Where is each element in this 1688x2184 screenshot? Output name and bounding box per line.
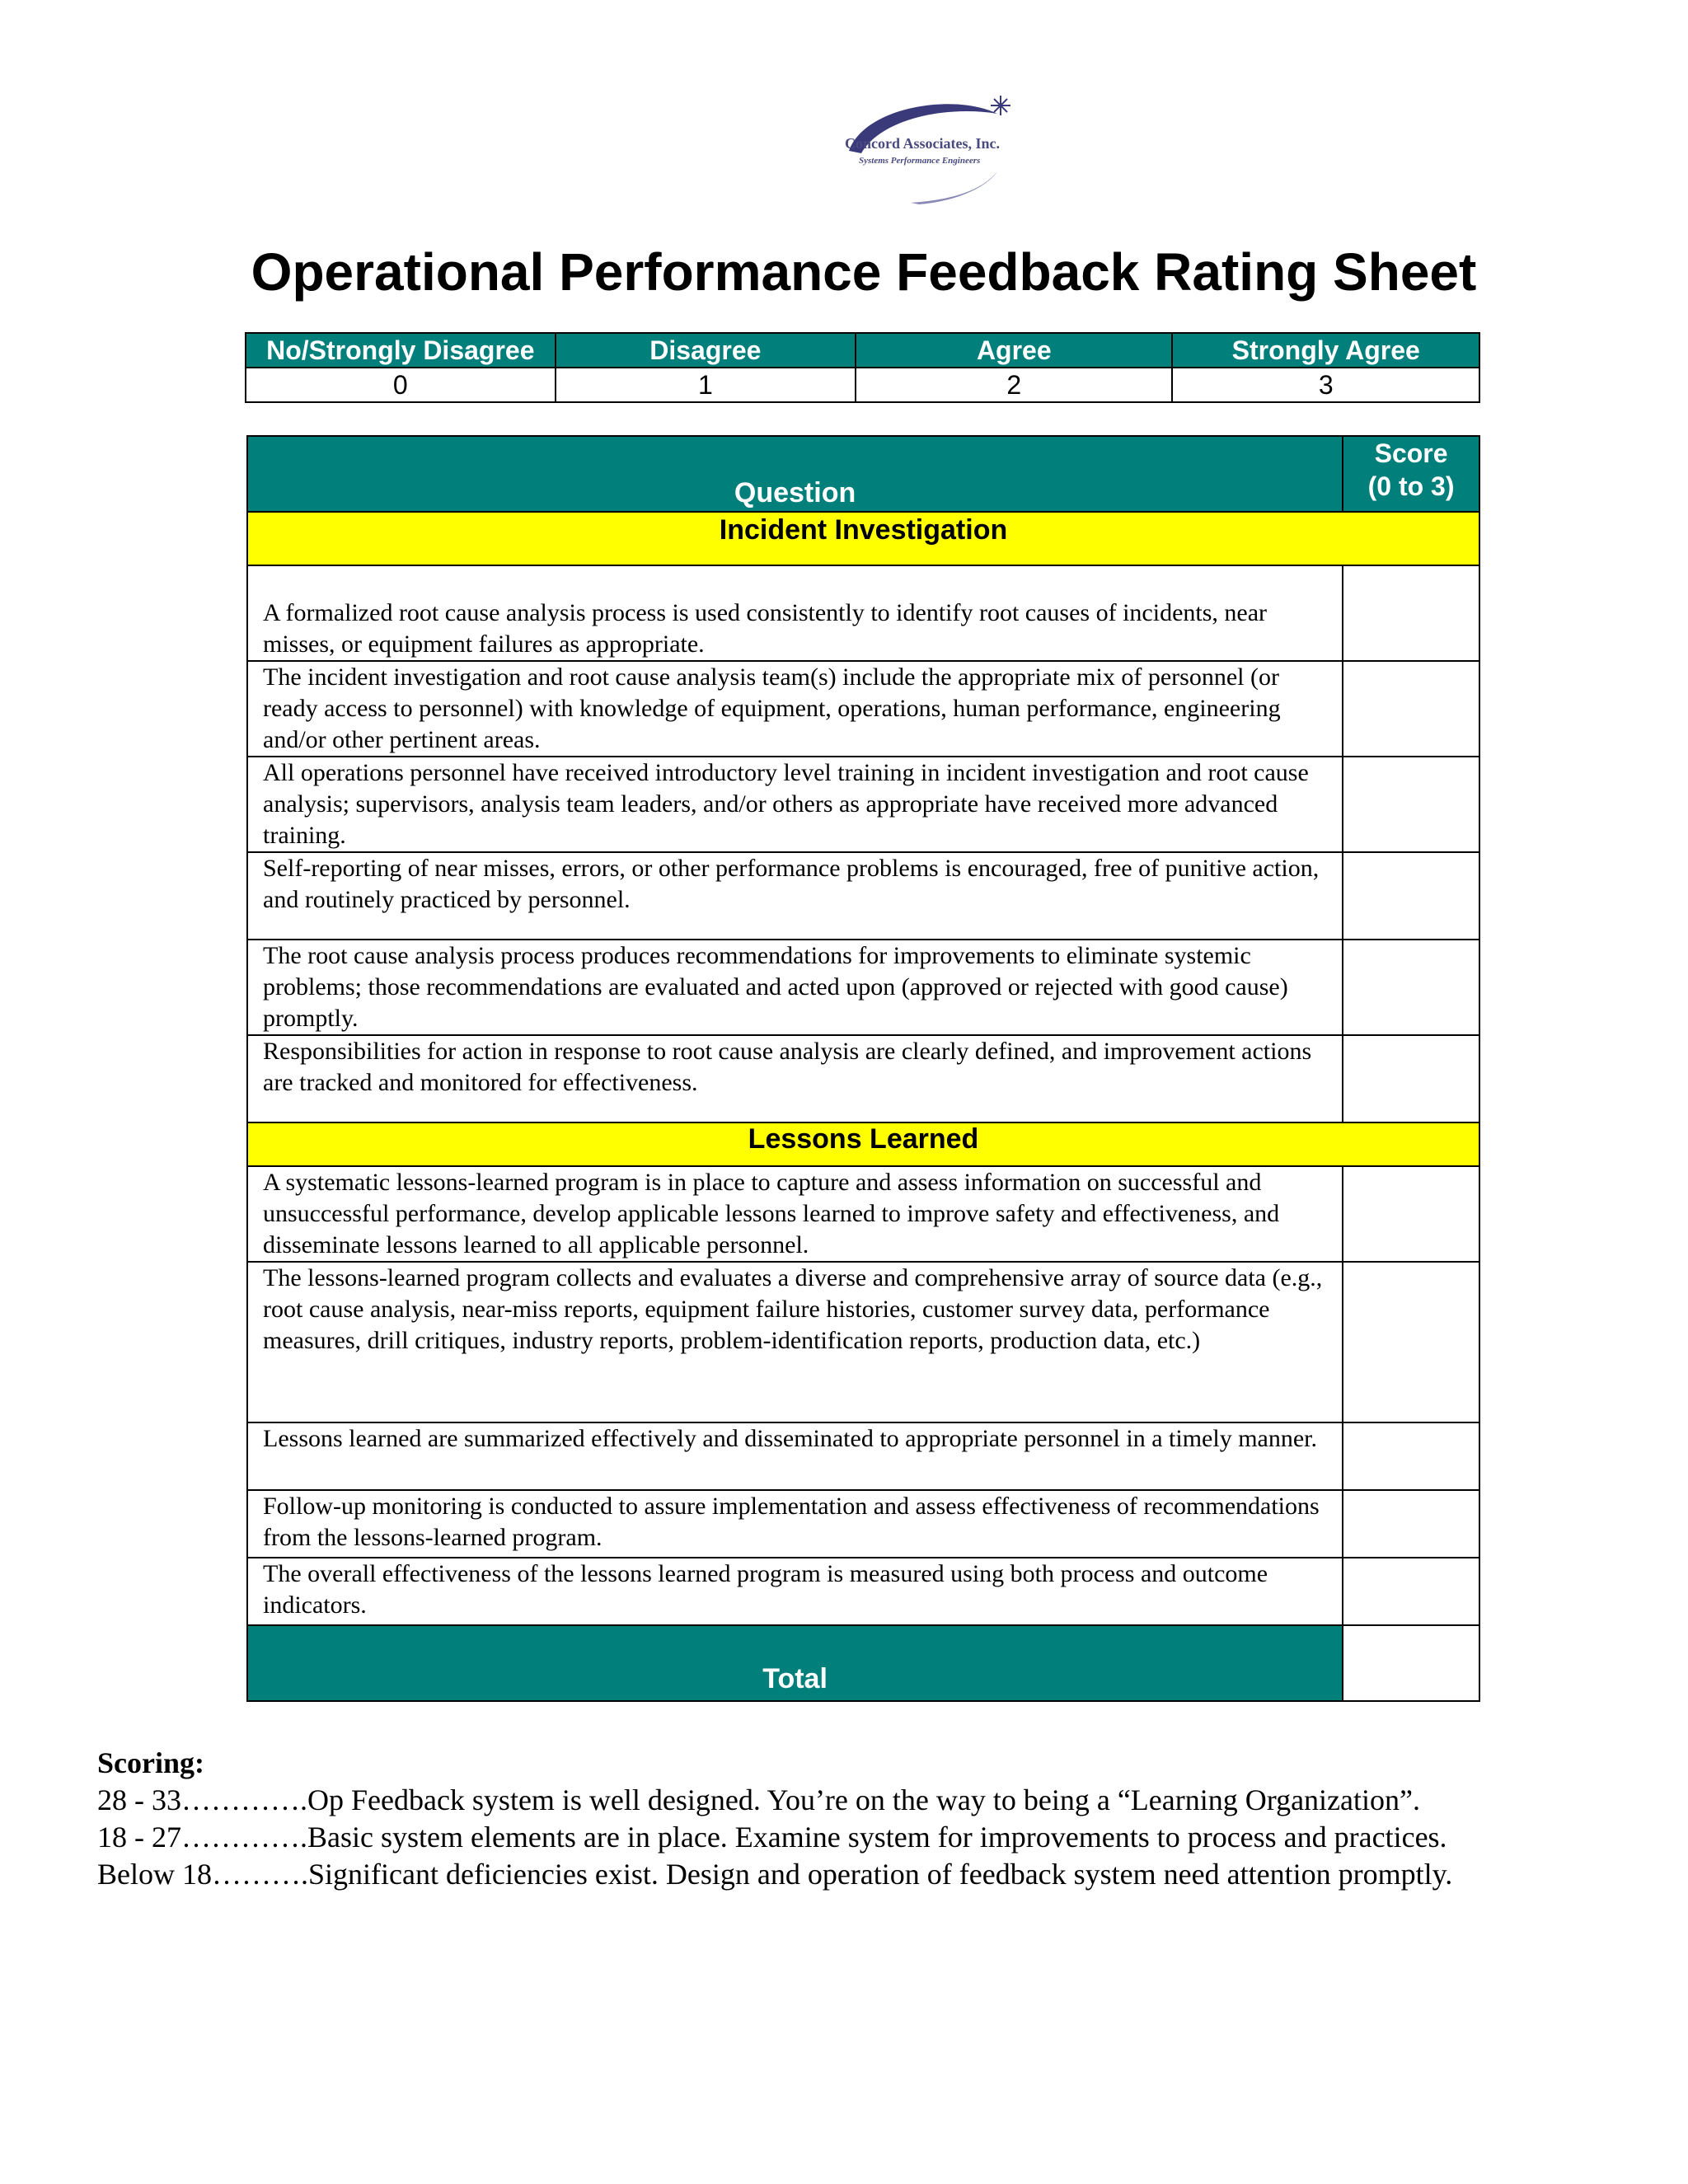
scale-value-2: 2 bbox=[856, 368, 1172, 402]
total-score-cell[interactable] bbox=[1343, 1625, 1479, 1701]
scale-header-strongly-agree: Strongly Agree bbox=[1172, 333, 1479, 368]
company-logo bbox=[832, 89, 1022, 213]
total-label: Total bbox=[247, 1625, 1343, 1701]
scale-header-strongly-disagree: No/Strongly Disagree bbox=[246, 333, 556, 368]
scoring-heading: Scoring: bbox=[97, 1746, 204, 1779]
scoring-legend bbox=[97, 1745, 1452, 1893]
rating-scale-table bbox=[245, 332, 1480, 403]
question-row: Responsibilities for action in response to root cause analysis are clearly defined, and improvement actions are tracked and monitored for effectiveness. bbox=[247, 1035, 1343, 1122]
question-row: The incident investigation and root cause analysis team(s) include the appropriate mix of personnel (or ready access to personnel) with knowledge of equipment, operations, human performance, engineering and/or other pertinent areas. bbox=[247, 661, 1343, 757]
question-table bbox=[246, 435, 1480, 1702]
score-cell[interactable] bbox=[1343, 1490, 1479, 1558]
score-cell[interactable] bbox=[1343, 565, 1479, 661]
section-header-incident-investigation: Incident Investigation bbox=[247, 512, 1479, 565]
score-cell[interactable] bbox=[1343, 940, 1479, 1035]
scoring-line: Below 18……….Significant deficiencies exist. Design and operation of feedback system need attention promptly. bbox=[97, 1858, 1453, 1891]
scoring-line: 28 - 33………….Op Feedback system is well designed. You’re on the way to being a “Learning Organization”. bbox=[97, 1783, 1420, 1816]
question-row: A formalized root cause analysis process is used consistently to identify root causes of incidents, near misses, or equipment failures as appropriate. bbox=[247, 565, 1343, 661]
question-row: Lessons learned are summarized effectively and disseminated to appropriate personnel in a timely manner. bbox=[247, 1422, 1343, 1490]
score-cell[interactable] bbox=[1343, 1422, 1479, 1490]
scale-header-disagree: Disagree bbox=[556, 333, 856, 368]
question-row: Self-reporting of near misses, errors, or other performance problems is encouraged, free of punitive action, and routinely practiced by personnel. bbox=[247, 852, 1343, 940]
score-cell[interactable] bbox=[1343, 852, 1479, 940]
question-header: Question bbox=[247, 436, 1343, 512]
logo-company-name: Concord Associates, Inc. bbox=[845, 135, 1000, 152]
scale-value-3: 3 bbox=[1172, 368, 1479, 402]
scale-value-1: 1 bbox=[556, 368, 856, 402]
score-cell[interactable] bbox=[1343, 1035, 1479, 1122]
question-row: The root cause analysis process produces recommendations for improvements to eliminate systemic problems; those recommendations are evaluated and acted upon (approved or rejected with good cause) promptly. bbox=[247, 940, 1343, 1035]
question-row: A systematic lessons-learned program is in place to capture and assess information on successful and unsuccessful performance, develop applicable lessons learned to improve safety and effectiveness, and disseminate lessons learned to all applicable personnel. bbox=[247, 1166, 1343, 1262]
score-header bbox=[1343, 436, 1479, 512]
question-row: Follow-up monitoring is conducted to assure implementation and assess effectiveness of recommendations from the lessons-learned program. bbox=[247, 1490, 1343, 1558]
logo-tagline: Systems Performance Engineers bbox=[859, 156, 981, 166]
question-row: The lessons-learned program collects and evaluates a diverse and comprehensive array of source data (e.g., root cause analysis, near-miss reports, equipment failure histories, customer survey data, performance measures, drill critiques, industry reports, problem-identification reports, production data, etc.) bbox=[247, 1262, 1343, 1422]
score-cell[interactable] bbox=[1343, 1166, 1479, 1262]
page-title: Operational Performance Feedback Rating Sheet bbox=[251, 242, 1477, 302]
score-cell[interactable] bbox=[1343, 661, 1479, 757]
question-row: All operations personnel have received introductory level training in incident investigation and root cause analysis; supervisors, analysis team leaders, and/or others as appropriate have received more advanced training. bbox=[247, 757, 1343, 852]
score-cell[interactable] bbox=[1343, 1558, 1479, 1625]
scoring-line: 18 - 27………….Basic system elements are in place. Examine system for improvements to process and practices. bbox=[97, 1821, 1447, 1854]
section-header-lessons-learned: Lessons Learned bbox=[247, 1122, 1479, 1166]
score-header-line2: (0 to 3) bbox=[1367, 471, 1455, 501]
score-header-line1: Score bbox=[1374, 438, 1448, 468]
question-row: The overall effectiveness of the lessons learned program is measured using both process and outcome indicators. bbox=[247, 1558, 1343, 1625]
scale-header-agree: Agree bbox=[856, 333, 1172, 368]
score-cell[interactable] bbox=[1343, 757, 1479, 852]
score-cell[interactable] bbox=[1343, 1262, 1479, 1422]
scale-value-0: 0 bbox=[246, 368, 556, 402]
